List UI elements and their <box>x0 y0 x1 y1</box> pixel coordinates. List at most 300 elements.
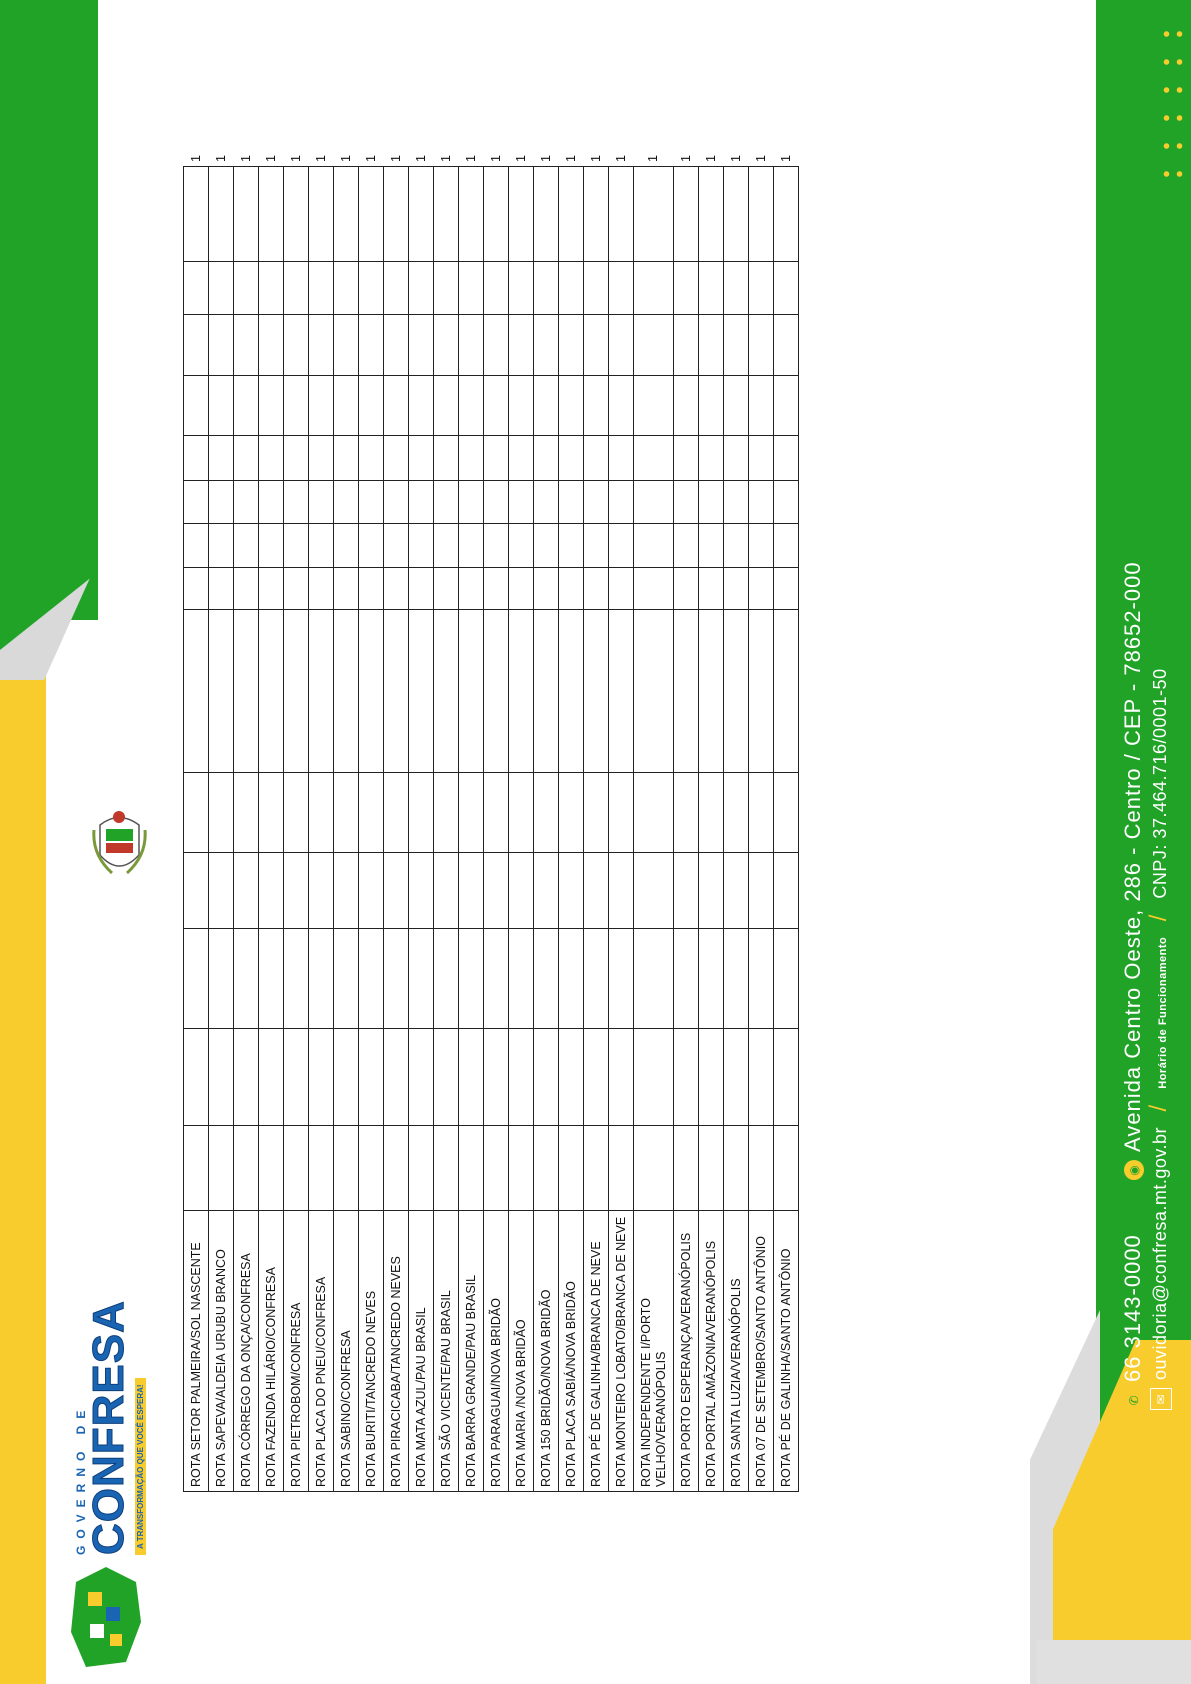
empty-cell <box>559 1126 584 1211</box>
empty-cell <box>534 436 559 481</box>
empty-cell <box>774 853 799 929</box>
empty-cell <box>559 481 584 524</box>
empty-cell <box>724 436 749 481</box>
empty-cell <box>284 167 309 262</box>
empty-cell <box>534 376 559 436</box>
empty-cell <box>259 524 284 568</box>
empty-cell <box>284 376 309 436</box>
table-row: ROTA PLACA DO PNEU/CONFRESA 1 <box>309 167 334 1492</box>
empty-cell <box>459 315 484 376</box>
empty-cell <box>384 436 409 481</box>
empty-cell <box>434 610 459 773</box>
empty-cell <box>184 773 209 853</box>
empty-cell <box>284 262 309 315</box>
route-cell: ROTA PÉ DE GALINHA/BRANCA DE NEVE <box>584 1211 609 1492</box>
empty-cell <box>184 929 209 1029</box>
empty-cell <box>609 262 634 315</box>
empty-cell <box>209 376 234 436</box>
empty-cell <box>259 481 284 524</box>
empty-cell <box>699 262 724 315</box>
empty-cell <box>584 610 609 773</box>
empty-cell <box>724 610 749 773</box>
empty-cell <box>384 773 409 853</box>
route-cell: ROTA PORTO ESPERANÇA/VERANÓPOLIS <box>674 1211 699 1492</box>
empty-cell <box>409 1126 434 1211</box>
table-row: ROTA 150 BRIDÃO/NOVA BRIDÃO 1 <box>534 167 559 1492</box>
empty-cell <box>674 773 699 853</box>
empty-cell <box>334 167 359 262</box>
empty-cell <box>774 524 799 568</box>
empty-cell <box>184 524 209 568</box>
empty-cell <box>209 481 234 524</box>
empty-cell <box>234 929 259 1029</box>
empty-cell <box>434 436 459 481</box>
empty-cell <box>309 376 334 436</box>
empty-cell <box>384 524 409 568</box>
route-cell: ROTA BARRA GRANDE/PAU BRASIL <box>459 1211 484 1492</box>
route-cell: ROTA PIRACICABA/TANCREDO NEVES <box>384 1211 409 1492</box>
empty-cell <box>749 524 774 568</box>
table-row: ROTA MATA AZUL/PAU BRASIL 1 <box>409 167 434 1492</box>
table-row: ROTA SÃO VICENTE/PAU BRASIL 1 <box>434 167 459 1492</box>
empty-cell <box>334 524 359 568</box>
empty-cell <box>409 1029 434 1126</box>
empty-cell <box>184 853 209 929</box>
empty-cell <box>634 167 674 262</box>
empty-cell <box>749 1029 774 1126</box>
empty-cell <box>634 262 674 315</box>
empty-cell <box>749 610 774 773</box>
empty-cell <box>674 610 699 773</box>
empty-cell <box>749 315 774 376</box>
empty-cell <box>559 376 584 436</box>
empty-cell <box>699 1029 724 1126</box>
footer-email[interactable]: ouvidoria@confresa.mt.gov.br <box>1150 1126 1170 1380</box>
empty-cell <box>384 568 409 610</box>
empty-cell <box>309 315 334 376</box>
empty-cell <box>674 436 699 481</box>
empty-cell <box>749 1126 774 1211</box>
empty-cell <box>309 853 334 929</box>
empty-cell <box>634 481 674 524</box>
empty-cell <box>699 568 724 610</box>
empty-cell <box>509 315 534 376</box>
empty-cell <box>484 610 509 773</box>
empty-cell <box>334 376 359 436</box>
empty-cell <box>749 853 774 929</box>
empty-cell <box>509 568 534 610</box>
empty-cell <box>724 262 749 315</box>
empty-cell <box>774 262 799 315</box>
footer-cnpj: CNPJ: 37.464.716/0001-50 <box>1150 668 1170 899</box>
table-row: ROTA BARRA GRANDE/PAU BRASIL 1 <box>459 167 484 1492</box>
empty-cell <box>699 481 724 524</box>
empty-cell <box>409 167 434 262</box>
empty-cell <box>209 524 234 568</box>
empty-cell <box>509 1029 534 1126</box>
empty-cell <box>409 929 434 1029</box>
empty-cell <box>634 1029 674 1126</box>
table-row: ROTA SANTA LUZIA/VERANÓPOLIS 1 <box>724 167 749 1492</box>
empty-cell <box>334 262 359 315</box>
empty-cell <box>334 773 359 853</box>
empty-cell <box>774 1029 799 1126</box>
table-row: ROTA SETOR PALMEIRA/SOL NASCENTE 1 <box>184 167 209 1492</box>
empty-cell <box>459 1126 484 1211</box>
empty-cell <box>484 167 509 262</box>
empty-cell <box>509 853 534 929</box>
empty-cell <box>484 436 509 481</box>
table-row: ROTA MONTEIRO LOBATO/BRANCA DE NEVE 1 <box>609 167 634 1492</box>
empty-cell <box>509 773 534 853</box>
empty-cell <box>434 853 459 929</box>
route-cell: ROTA PORTAL AMÂZONIA/VERANÓPOLIS <box>699 1211 724 1492</box>
empty-cell <box>749 376 774 436</box>
empty-cell <box>674 568 699 610</box>
empty-cell <box>359 1029 384 1126</box>
empty-cell <box>609 568 634 610</box>
empty-cell <box>584 436 609 481</box>
empty-cell <box>184 568 209 610</box>
empty-cell <box>674 1126 699 1211</box>
empty-cell <box>534 1029 559 1126</box>
empty-cell <box>774 376 799 436</box>
empty-cell <box>459 436 484 481</box>
empty-cell <box>774 610 799 773</box>
empty-cell <box>584 929 609 1029</box>
empty-cell <box>584 524 609 568</box>
empty-cell <box>534 262 559 315</box>
location-pin-icon: ◉ <box>1124 1160 1144 1180</box>
footer-phone: 66 3143-0000 <box>1120 1234 1145 1382</box>
empty-cell <box>234 610 259 773</box>
empty-cell <box>284 568 309 610</box>
empty-cell <box>234 524 259 568</box>
empty-cell <box>259 610 284 773</box>
empty-cell <box>699 1126 724 1211</box>
empty-cell <box>259 262 284 315</box>
empty-cell <box>484 481 509 524</box>
empty-cell <box>584 773 609 853</box>
empty-cell <box>699 315 724 376</box>
empty-cell <box>509 1126 534 1211</box>
empty-cell <box>209 773 234 853</box>
empty-cell <box>434 929 459 1029</box>
empty-cell <box>284 436 309 481</box>
empty-cell <box>534 524 559 568</box>
route-cell: ROTA MATA AZUL/PAU BRASIL <box>409 1211 434 1492</box>
table-row: ROTA PIRACICABA/TANCREDO NEVES 1 <box>384 167 409 1492</box>
empty-cell <box>749 929 774 1029</box>
empty-cell <box>359 568 384 610</box>
empty-cell <box>774 315 799 376</box>
logo <box>74 1300 148 1555</box>
empty-cell <box>459 524 484 568</box>
empty-cell <box>609 524 634 568</box>
empty-cell <box>674 262 699 315</box>
empty-cell <box>334 568 359 610</box>
empty-cell <box>409 376 434 436</box>
empty-cell <box>609 853 634 929</box>
footer-address: Avenida Centro Oeste, 286 - Centro / CEP - 78652-000 <box>1120 561 1145 1152</box>
empty-cell <box>434 481 459 524</box>
empty-cell <box>384 1126 409 1211</box>
empty-cell <box>309 929 334 1029</box>
decorative-dots <box>1160 20 1186 190</box>
empty-cell <box>409 568 434 610</box>
empty-cell <box>409 524 434 568</box>
empty-cell <box>459 481 484 524</box>
empty-cell <box>459 773 484 853</box>
empty-cell <box>534 929 559 1029</box>
footer-separator: / <box>1145 914 1172 922</box>
empty-cell <box>609 1126 634 1211</box>
empty-cell <box>484 1029 509 1126</box>
empty-cell <box>774 436 799 481</box>
empty-cell <box>309 481 334 524</box>
route-cell: ROTA PLACA DO PNEU/CONFRESA <box>309 1211 334 1492</box>
empty-cell <box>584 1029 609 1126</box>
route-cell: ROTA 150 BRIDÃO/NOVA BRIDÃO <box>534 1211 559 1492</box>
empty-cell <box>534 315 559 376</box>
empty-cell <box>209 1029 234 1126</box>
empty-cell <box>234 568 259 610</box>
empty-cell <box>384 315 409 376</box>
empty-cell <box>774 929 799 1029</box>
empty-cell <box>674 853 699 929</box>
empty-cell <box>459 610 484 773</box>
logo-name <box>84 1300 133 1555</box>
empty-cell <box>259 315 284 376</box>
empty-cell <box>484 315 509 376</box>
empty-cell <box>484 929 509 1029</box>
logo-name-part2: RESA <box>84 1300 133 1427</box>
empty-cell <box>609 167 634 262</box>
empty-cell <box>674 481 699 524</box>
empty-cell <box>434 1126 459 1211</box>
empty-cell <box>749 436 774 481</box>
empty-cell <box>359 436 384 481</box>
empty-cell <box>184 262 209 315</box>
empty-cell <box>459 1029 484 1126</box>
empty-cell <box>699 773 724 853</box>
route-cell: ROTA PÉ DE GALINHA/SANTO ANTÔNIO <box>774 1211 799 1492</box>
empty-cell <box>359 853 384 929</box>
empty-cell <box>559 773 584 853</box>
empty-cell <box>409 853 434 929</box>
empty-cell <box>509 524 534 568</box>
empty-cell <box>409 481 434 524</box>
empty-cell <box>309 610 334 773</box>
empty-cell <box>459 929 484 1029</box>
empty-cell <box>284 481 309 524</box>
empty-cell <box>309 1029 334 1126</box>
empty-cell <box>209 167 234 262</box>
empty-cell <box>284 929 309 1029</box>
route-cell: ROTA PIETROBOM/CONFRESA <box>284 1211 309 1492</box>
empty-cell <box>309 167 334 262</box>
empty-cell <box>284 853 309 929</box>
empty-cell <box>184 436 209 481</box>
empty-cell <box>184 610 209 773</box>
empty-cell <box>359 376 384 436</box>
empty-cell <box>284 1029 309 1126</box>
empty-cell <box>559 853 584 929</box>
table-row: ROTA SABINO/CONFRESA 1 <box>334 167 359 1492</box>
empty-cell <box>609 315 634 376</box>
empty-cell <box>334 1126 359 1211</box>
empty-cell <box>209 262 234 315</box>
empty-cell <box>584 853 609 929</box>
empty-cell <box>434 773 459 853</box>
route-cell: ROTA PARAGUAI/NOVA BRIDÃO <box>484 1211 509 1492</box>
empty-cell <box>724 773 749 853</box>
empty-cell <box>534 481 559 524</box>
empty-cell <box>409 262 434 315</box>
empty-cell <box>209 568 234 610</box>
empty-cell <box>484 524 509 568</box>
empty-cell <box>284 524 309 568</box>
empty-cell <box>309 1126 334 1211</box>
empty-cell <box>209 436 234 481</box>
empty-cell <box>184 1126 209 1211</box>
empty-cell <box>359 1126 384 1211</box>
coat-of-arms-icon <box>92 805 147 880</box>
empty-cell <box>509 376 534 436</box>
route-cell: ROTA FAZENDA HILÁRIO/CONFRESA <box>259 1211 284 1492</box>
empty-cell <box>409 773 434 853</box>
empty-cell <box>359 481 384 524</box>
footer-gray-strip <box>1037 1640 1191 1684</box>
empty-cell <box>674 376 699 436</box>
table-row: ROTA 07 DE SETEMBRO/SANTO ANTÔNIO 1 <box>749 167 774 1492</box>
empty-cell <box>674 929 699 1029</box>
empty-cell <box>609 773 634 853</box>
table-row: ROTA PÉ DE GALINHA/SANTO ANTÔNIO 1 <box>774 167 799 1492</box>
empty-cell <box>334 853 359 929</box>
empty-cell <box>749 167 774 262</box>
empty-cell <box>749 773 774 853</box>
routes-table-page <box>183 155 799 1492</box>
empty-cell <box>234 853 259 929</box>
empty-cell <box>699 524 724 568</box>
empty-cell <box>259 436 284 481</box>
route-cell: ROTA PLACA SABIÁ/NOVA BRIDÃO <box>559 1211 584 1492</box>
table-row: ROTA PORTO ESPERANÇA/VERANÓPOLIS 1 <box>674 167 699 1492</box>
empty-cell <box>384 481 409 524</box>
empty-cell <box>724 1126 749 1211</box>
empty-cell <box>234 167 259 262</box>
empty-cell <box>749 568 774 610</box>
empty-cell <box>209 853 234 929</box>
empty-cell <box>284 773 309 853</box>
route-cell: ROTA SAPEVA/ALDEIA URUBU BRANCO <box>209 1211 234 1492</box>
empty-cell <box>509 610 534 773</box>
logo-name-part1: CONF <box>84 1426 133 1555</box>
empty-cell <box>384 1029 409 1126</box>
empty-cell <box>724 167 749 262</box>
routes-table <box>183 155 799 1492</box>
empty-cell <box>434 262 459 315</box>
empty-cell <box>774 773 799 853</box>
empty-cell <box>724 853 749 929</box>
empty-cell <box>384 262 409 315</box>
empty-cell <box>384 167 409 262</box>
table-row: ROTA INDEPENDENTE I/PORTO VELHO/VERANÓPOLIS 1 <box>634 167 674 1492</box>
empty-cell <box>559 568 584 610</box>
empty-cell <box>634 436 674 481</box>
header-yellow-band <box>0 560 46 1684</box>
empty-cell <box>284 315 309 376</box>
empty-cell <box>584 262 609 315</box>
empty-cell <box>259 1126 284 1211</box>
empty-cell <box>309 262 334 315</box>
route-cell: ROTA SANTA LUZIA/VERANÓPOLIS <box>724 1211 749 1492</box>
empty-cell <box>724 481 749 524</box>
empty-cell <box>634 610 674 773</box>
empty-cell <box>559 167 584 262</box>
table-row: ROTA PÉ DE GALINHA/BRANCA DE NEVE 1 <box>584 167 609 1492</box>
empty-cell <box>384 376 409 436</box>
empty-cell <box>634 524 674 568</box>
empty-cell <box>359 167 384 262</box>
table-row: ROTA PIETROBOM/CONFRESA 1 <box>284 167 309 1492</box>
empty-cell <box>334 1029 359 1126</box>
table-row: ROTA FAZENDA HILÁRIO/CONFRESA 1 <box>259 167 284 1492</box>
table-row: ROTA CÓRREGO DA ONÇA/CONFRESA 1 <box>234 167 259 1492</box>
empty-cell <box>334 610 359 773</box>
footer-email-line <box>1145 668 1173 1410</box>
empty-cell <box>609 376 634 436</box>
empty-cell <box>774 167 799 262</box>
empty-cell <box>534 773 559 853</box>
empty-cell <box>359 929 384 1029</box>
footer-contact-line <box>1120 561 1146 1410</box>
empty-cell <box>509 167 534 262</box>
empty-cell <box>434 568 459 610</box>
empty-cell <box>384 929 409 1029</box>
empty-cell <box>459 167 484 262</box>
empty-cell <box>634 568 674 610</box>
empty-cell <box>209 929 234 1029</box>
empty-cell <box>724 1029 749 1126</box>
empty-cell <box>309 568 334 610</box>
empty-cell <box>559 1029 584 1126</box>
empty-cell <box>434 524 459 568</box>
empty-cell <box>634 853 674 929</box>
empty-cell <box>699 853 724 929</box>
empty-cell <box>559 436 584 481</box>
empty-cell <box>674 315 699 376</box>
table-row: ROTA MARIA /NOVA BRIDÃO 1 <box>509 167 534 1492</box>
empty-cell <box>259 376 284 436</box>
empty-cell <box>484 376 509 436</box>
footer-hours-label: Horário de Funcionamento <box>1157 936 1169 1089</box>
empty-cell <box>259 167 284 262</box>
empty-cell <box>334 315 359 376</box>
route-cell: ROTA MARIA /NOVA BRIDÃO <box>509 1211 534 1492</box>
empty-cell <box>634 315 674 376</box>
empty-cell <box>699 929 724 1029</box>
route-cell: ROTA MONTEIRO LOBATO/BRANCA DE NEVE <box>609 1211 634 1492</box>
empty-cell <box>509 929 534 1029</box>
empty-cell <box>699 436 724 481</box>
table-row: ROTA PORTAL AMÂZONIA/VERANÓPOLIS 1 <box>699 167 724 1492</box>
empty-cell <box>674 1029 699 1126</box>
empty-cell <box>434 1029 459 1126</box>
route-cell: ROTA BURITI/TANCREDO NEVES <box>359 1211 384 1492</box>
logo-tagline: A TRANSFORMAÇÃO QUE VOCÊ ESPERA! <box>135 1378 146 1555</box>
